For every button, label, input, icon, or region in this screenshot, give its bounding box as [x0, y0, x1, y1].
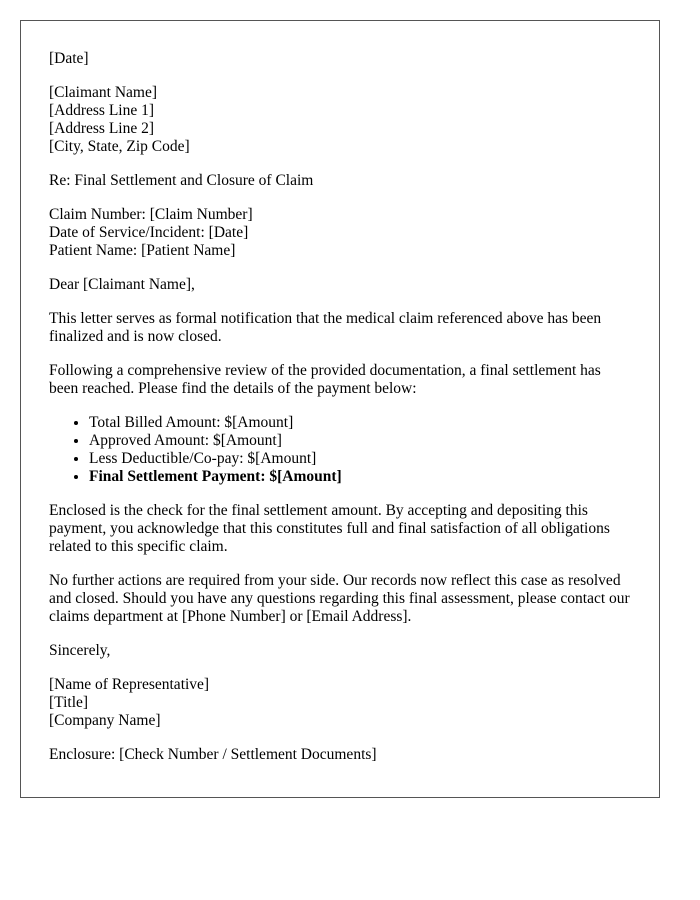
payment-item-approved: • Approved Amount: $[Amount] — [89, 432, 631, 450]
signature-title: [Title] — [49, 694, 89, 711]
recipient-address-block — [49, 84, 631, 156]
claim-number: Claim Number: [Claim Number] — [49, 206, 253, 223]
claim-info-block — [49, 206, 631, 260]
date-of-service: Date of Service/Incident: [Date] — [49, 224, 249, 241]
signature-company: [Company Name] — [49, 712, 161, 729]
payment-details-list — [49, 414, 631, 486]
patient-name: Patient Name: [Patient Name] — [49, 242, 236, 259]
recipient-address-line-2: [Address Line 2] — [49, 120, 155, 137]
body-paragraph-1: This letter serves as formal notification that the medical claim referenced above has been finalized and is now closed. — [49, 310, 602, 345]
body-paragraph-4: No further actions are required from your side. Our records now reflect this case as resolved and closed. Should you have any questions regarding this final assessment, please contact our claims department at [Phone Number] or [Email Address]. — [49, 572, 630, 625]
salutation: Dear [Claimant Name], — [49, 276, 195, 293]
letter-page — [20, 20, 660, 798]
signature-block — [49, 676, 631, 730]
payment-item-deductible: • Less Deductible/Co-pay: $[Amount] — [89, 450, 631, 468]
recipient-city-state-zip: [City, State, Zip Code] — [49, 138, 190, 155]
payment-item-final-settlement: • Final Settlement Payment: $[Amount] — [89, 468, 631, 486]
body-paragraph-2: Following a comprehensive review of the provided documentation, a final settlement has been reached. Please find the details of the payment below: — [49, 362, 601, 397]
letter-date: [Date] — [49, 50, 89, 67]
closing: Sincerely, — [49, 642, 111, 659]
recipient-name: [Claimant Name] — [49, 84, 158, 101]
enclosure-note: Enclosure: [Check Number / Settlement Documents] — [49, 746, 377, 763]
recipient-address-line-1: [Address Line 1] — [49, 102, 155, 119]
signature-name: [Name of Representative] — [49, 676, 210, 693]
letter-subject: Re: Final Settlement and Closure of Claim — [49, 172, 314, 189]
body-paragraph-3: Enclosed is the check for the final settlement amount. By accepting and depositing this payment, you acknowledge that this constitutes full and final satisfaction of all obligations related to this specific claim. — [49, 502, 610, 555]
payment-item-total-billed: • Total Billed Amount: $[Amount] — [89, 414, 631, 432]
